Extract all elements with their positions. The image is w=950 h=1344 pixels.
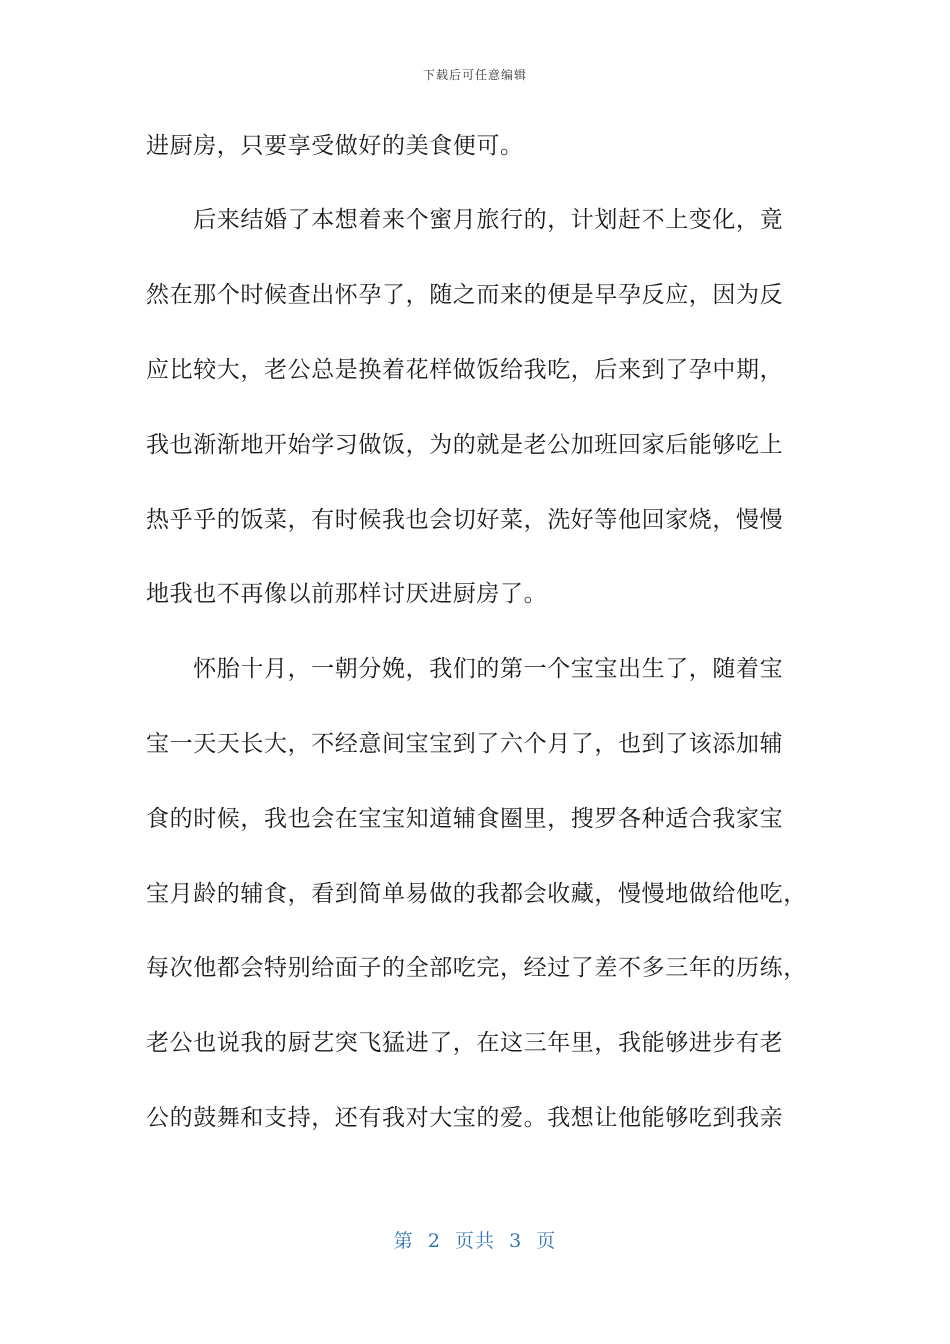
text-line: 地我也不再像以前那样讨厌进厨房了。 [146,581,548,607]
text-line: 后来结婚了本想着来个蜜月旅行的，计划赶不上变化，竟 [146,207,784,233]
text-line: 公的鼓舞和支持，还有我对大宝的爱。我想让他能够吃到我亲 [146,1105,784,1131]
text-line: 应比较大，老公总是换着花样做饭给我吃，后来到了孕中期， [146,357,784,383]
text-line: 老公也说我的厨艺突飞猛进了，在这三年里，我能够进步有老 [146,1030,784,1056]
page-number-footer: 第 2 页共 3 页 [393,1230,557,1252]
text-line: 进厨房，只要享受做好的美食便可。 [146,133,524,159]
text-line: 怀胎十月，一朝分娩，我们的第一个宝宝出生了，随着宝 [146,656,784,682]
text-line: 每次他都会特别给面子的全部吃完，经过了差不多三年的历练， [146,955,807,981]
text-line: 我也渐渐地开始学习做饭，为的就是老公加班回家后能够吃上 [146,432,784,458]
header-note: 下载后可任意编辑 [422,68,527,82]
text-line: 宝一天天长大，不经意间宝宝到了六个月了，也到了该添加辅 [146,731,784,757]
text-line: 食的时候，我也会在宝宝知道辅食圈里，搜罗各种适合我家宝 [146,806,784,832]
text-line: 热乎乎的饭菜，有时候我也会切好菜，洗好等他回家烧，慢慢 [146,507,784,533]
text-line: 然在那个时候查出怀孕了，随之而来的便是早孕反应，因为反 [146,282,784,308]
text-line: 宝月龄的辅食，看到简单易做的我都会收藏，慢慢地做给他吃， [146,881,807,907]
